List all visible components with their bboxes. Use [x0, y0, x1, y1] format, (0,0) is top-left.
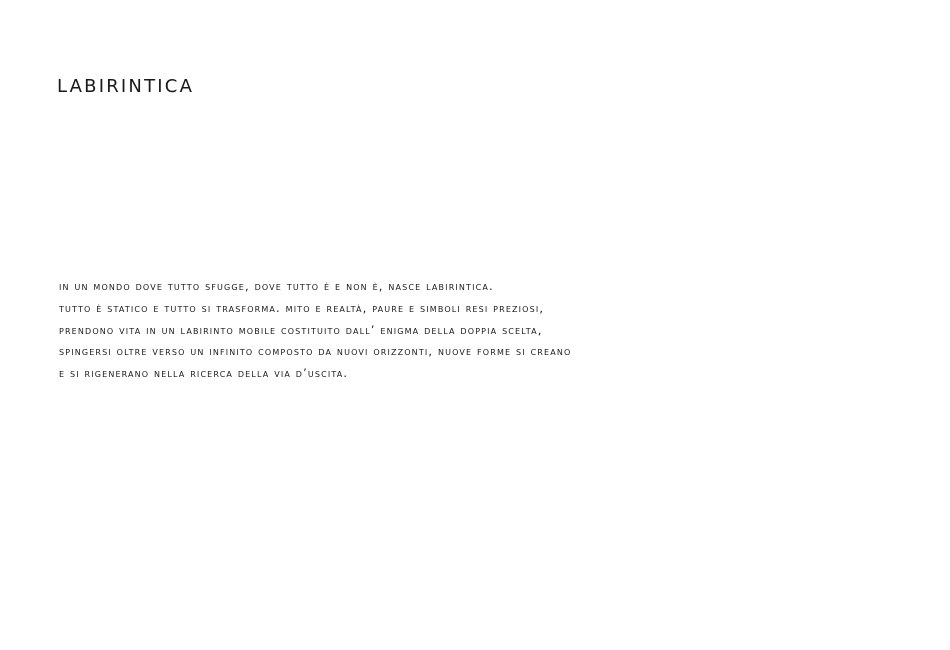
paragraph-line: prendono vita in un labirinto mobile costituito dall’ enigma della doppia scelta,	[59, 322, 543, 337]
page-title: LABIRINTICA	[57, 76, 195, 97]
description-paragraph	[59, 276, 919, 385]
paragraph-line: in un mondo dove tutto sfugge, dove tutto è e non è, nasce labirintica.	[59, 279, 494, 293]
paragraph-line: tutto è statico e tutto si trasforma. mito e realtà, paure e simboli resi preziosi,	[59, 300, 545, 315]
paragraph-line: spingersi oltre verso un infinito composto da nuovi orizzonti, nuove forme si creano	[59, 344, 572, 359]
paragraph-line: e si rigenerano nella ricerca della via d’uscita.	[59, 366, 349, 381]
